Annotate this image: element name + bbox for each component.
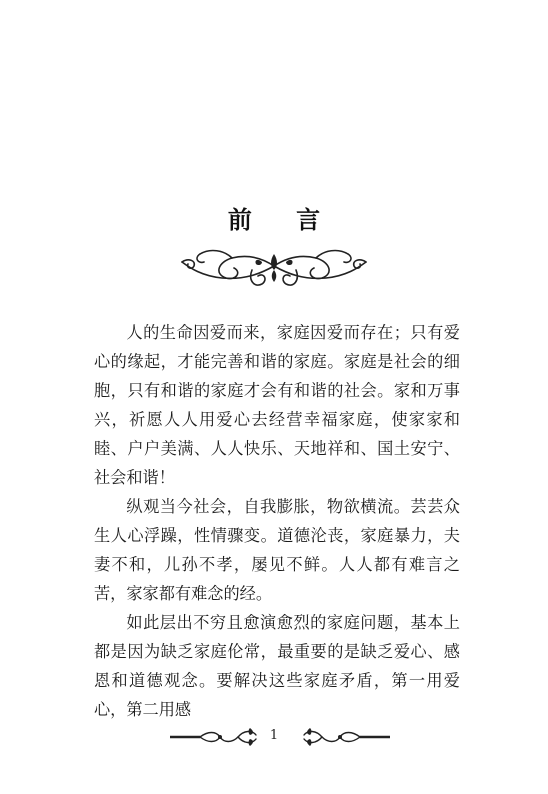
preface-body	[94, 318, 460, 724]
page-title: 前 言	[227, 205, 339, 234]
flourish-left-icon	[170, 722, 262, 752]
paragraph: 人的生命因爱而来，家庭因爱而存在；只有爱心的缘起，才能完善和谐的家庭。家庭是社会的细胞，只有和谐的家庭才会有和谐的社会。家和万事兴，祈愿人人用爱心去经营幸福家庭，使家家和睦、户户美满、人人快乐、天地祥和、国土安宁、社会和谐！	[94, 323, 460, 487]
page-footer	[0, 722, 548, 752]
paragraph: 如此层出不穷且愈演愈烈的家庭问题，基本上都是因为缺乏家庭伦常，最重要的是缺乏爱心、感恩和道德观念。要解决这些家庭矛盾，第一用爱心，第二用感	[94, 613, 460, 719]
paragraph: 纵观当今社会，自我膨胀，物欲横流。芸芸众生人心浮躁，性情骤变。道德沦丧，家庭暴力，夫妻不和，儿孙不孝，屡见不鲜。人人都有难言之苦，家家都有难念的经。	[94, 497, 460, 603]
flourish-right-icon	[298, 722, 390, 752]
scroll-flourish-icon	[174, 240, 374, 292]
page-number: 1	[269, 728, 279, 743]
